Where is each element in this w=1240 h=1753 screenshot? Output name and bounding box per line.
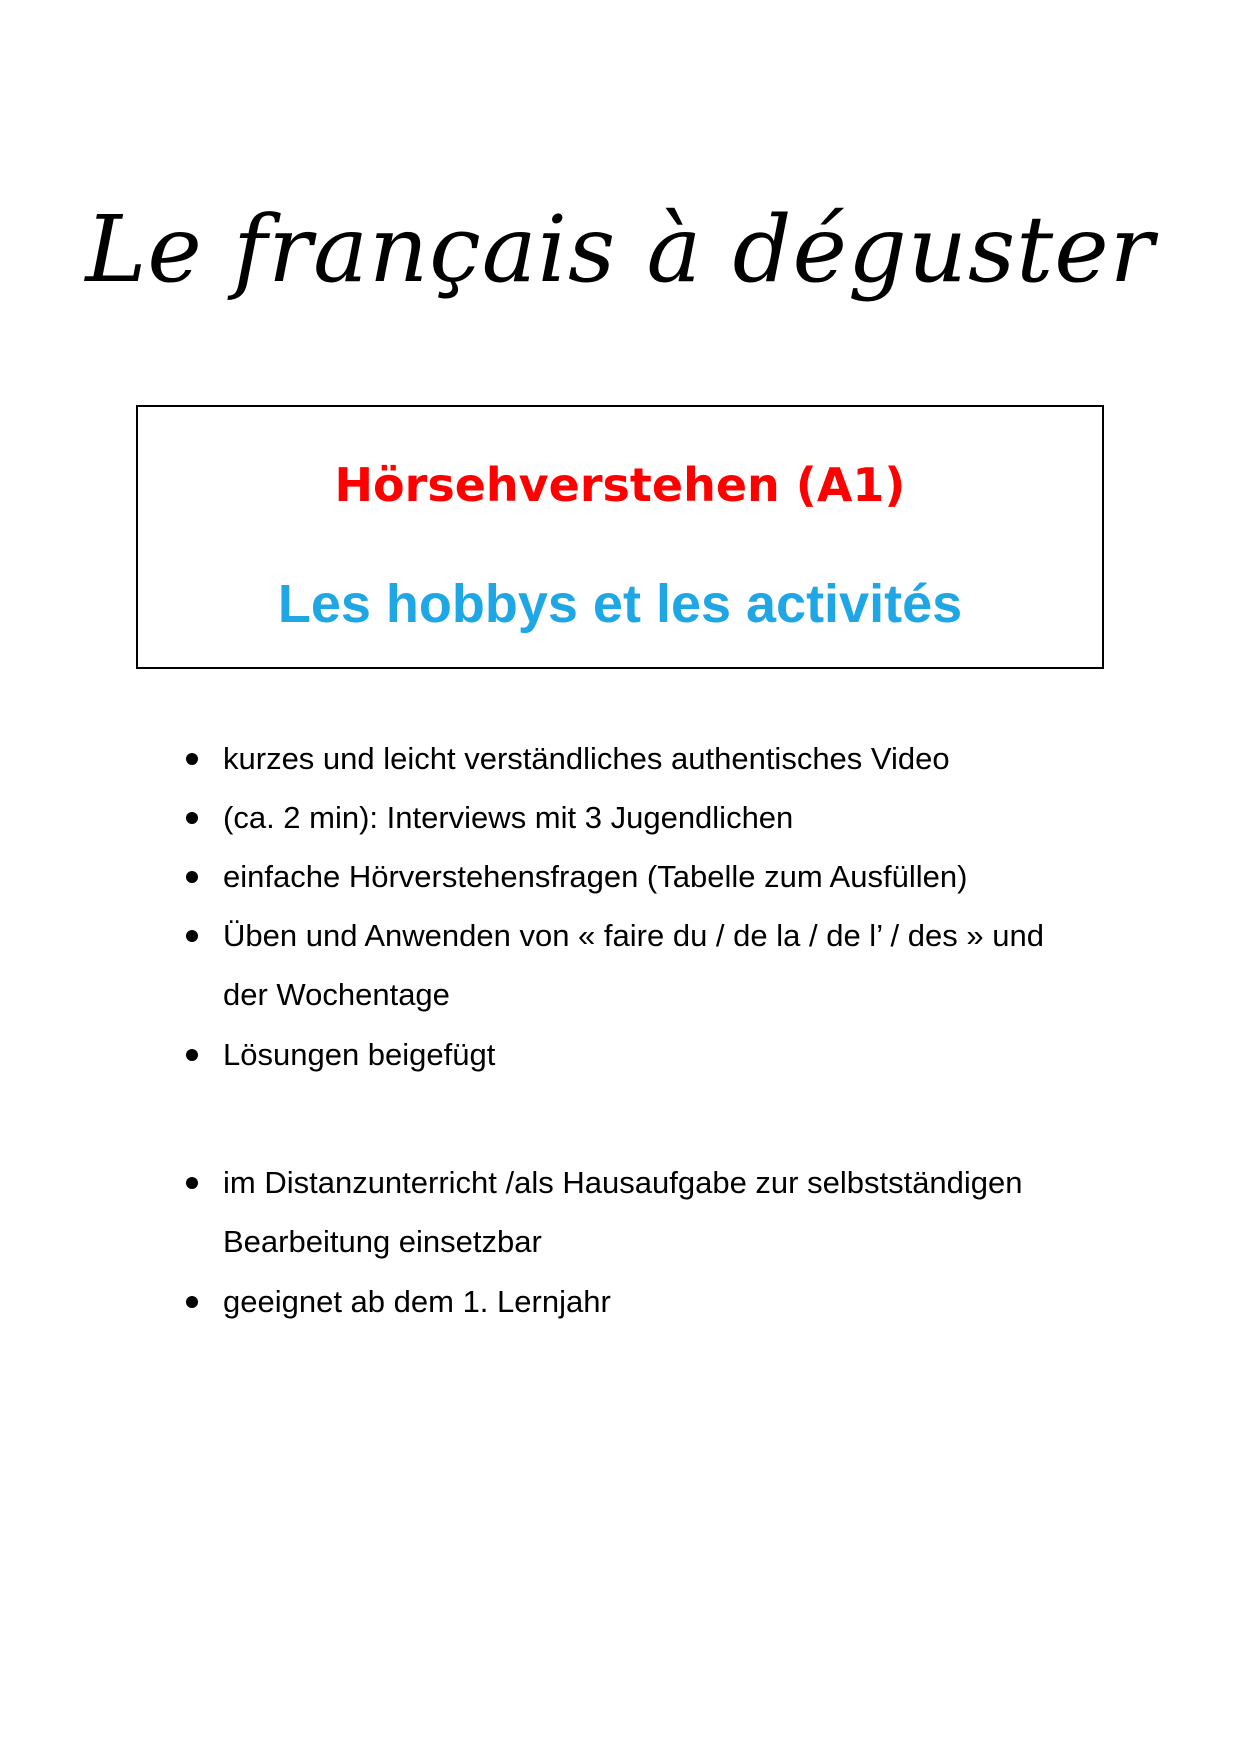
list-item-text: (ca. 2 min): Interviews mit 3 Jugendlichen [223,800,794,835]
worksheet-type-heading: Hörsehverstehen (A1) [334,458,906,512]
list-item-text: kurzes und leicht verständliches authentisches Video [223,741,950,776]
bullet-icon [186,1296,198,1308]
list-item-text: im Distanzunterricht /als Hausaufgabe zur selbstständigen Bearbeitung einsetzbar [223,1165,1023,1259]
list-item-text: Üben und Anwenden von « faire du / de la / de l’ / des » und der Wochentage [223,918,1044,1012]
bullet-icon [186,1177,198,1189]
bullet-icon [186,812,198,824]
bullet-icon [186,753,198,765]
bullet-icon [186,930,198,942]
title-box [136,405,1104,669]
bullet-icon [186,871,198,883]
list-item-text: geeignet ab dem 1. Lernjahr [223,1284,611,1319]
brand-title: Le français à déguster [85,196,1155,303]
list-item-text: Lösungen beigefügt [223,1037,496,1072]
worksheet-topic-heading: Les hobbys et les activités [277,574,963,634]
list-item-text: einfache Hörverstehensfragen (Tabelle zum Ausfüllen) [223,859,968,894]
bullet-icon [186,1049,198,1061]
